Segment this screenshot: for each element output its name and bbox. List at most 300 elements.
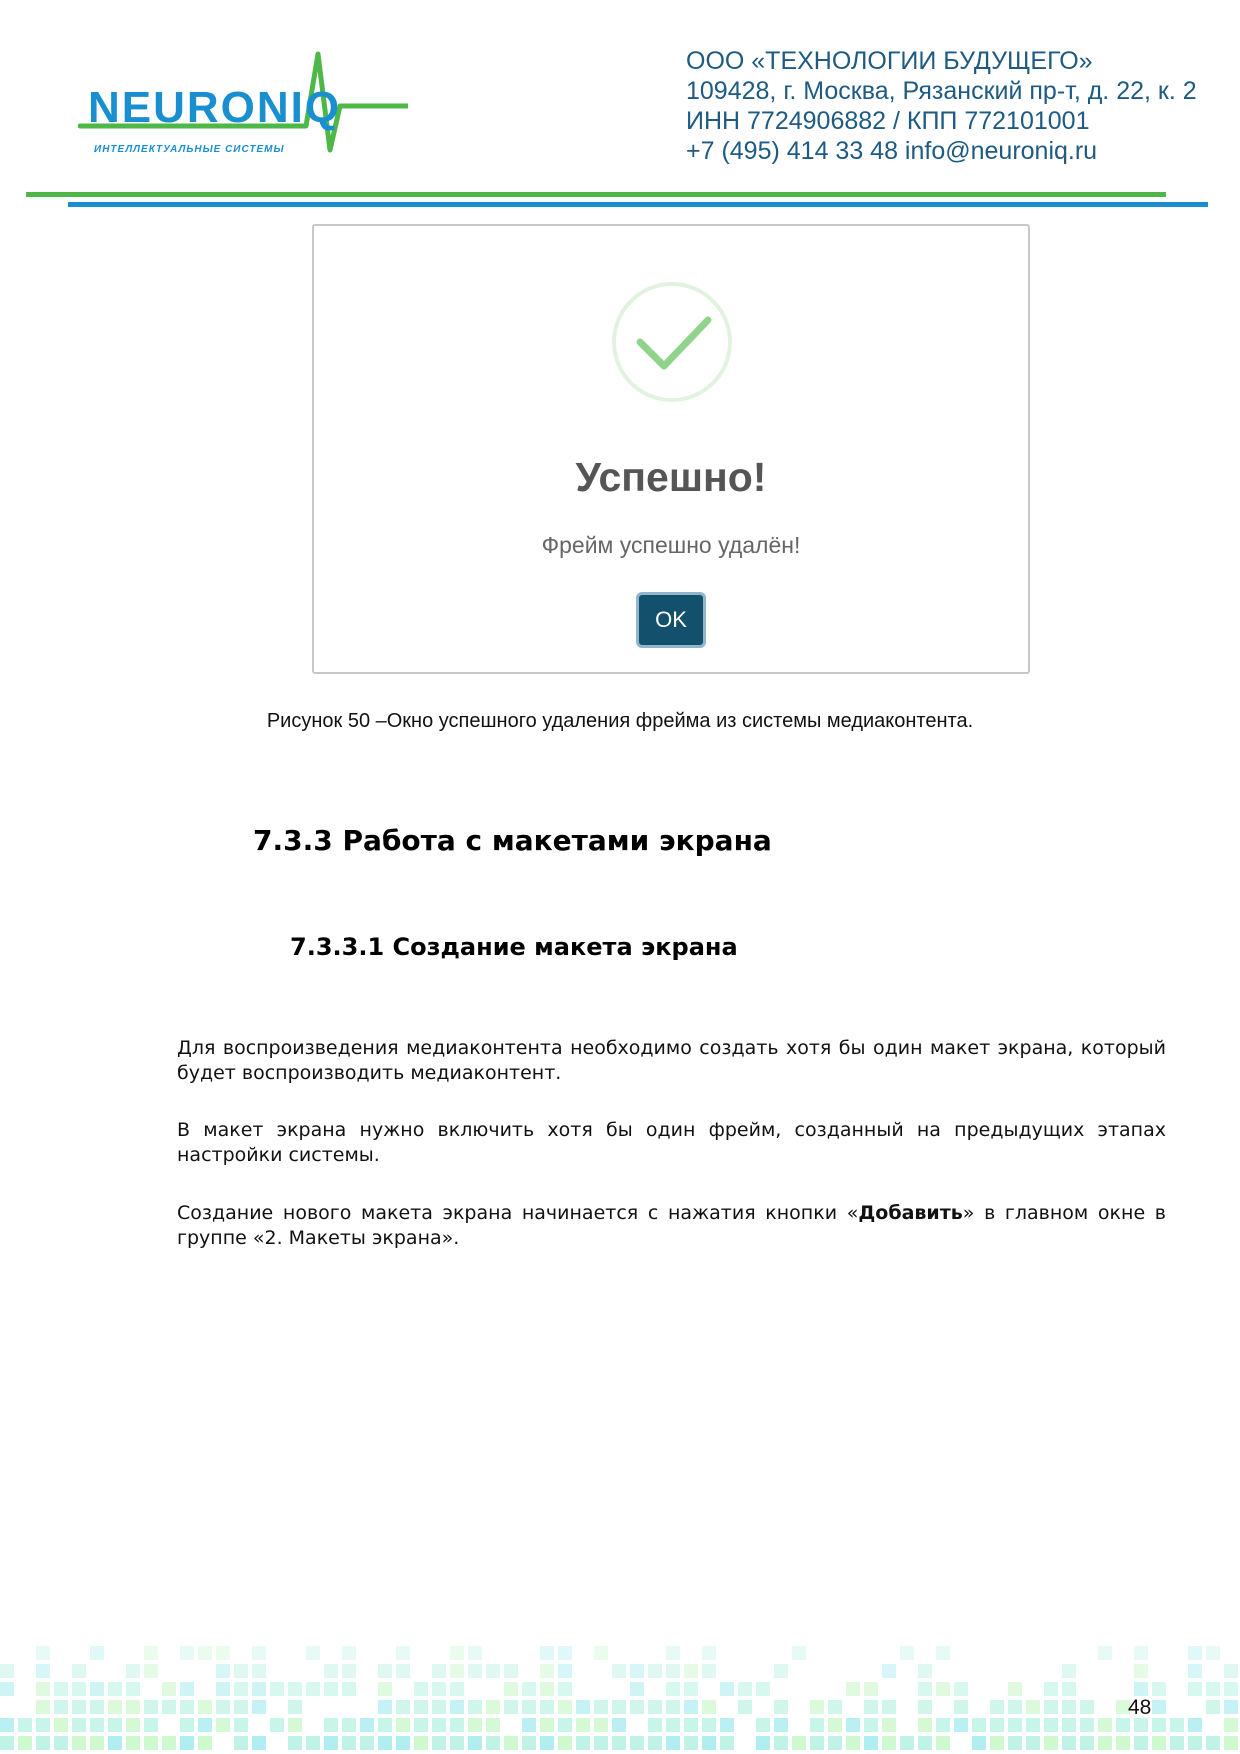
company-name: ООО «ТЕХНОЛОГИИ БУДУЩЕГО» [686, 47, 1093, 75]
footer-pattern-cell [576, 1718, 590, 1732]
footer-pattern-cell [846, 1718, 860, 1732]
footer-pattern-cell [468, 1718, 482, 1732]
company-logo [78, 44, 408, 164]
footer-pattern-cell [990, 1736, 1004, 1750]
footer-pattern-cell [882, 1664, 896, 1678]
footer-pattern-cell [684, 1682, 698, 1696]
footer-pattern-cell [306, 1646, 320, 1660]
footer-pattern-cell [1152, 1736, 1166, 1750]
footer-pattern-cell [1098, 1718, 1112, 1732]
footer-pattern-cell [1224, 1718, 1238, 1732]
footer-pattern-cell [1044, 1736, 1058, 1750]
footer-pattern-cell [432, 1718, 446, 1732]
footer-pattern-cell [1044, 1718, 1058, 1732]
footer-pattern-cell [468, 1736, 482, 1750]
footer-pattern-cell [126, 1718, 140, 1732]
footer-pattern-cell [918, 1736, 932, 1750]
footer-pattern-cell [396, 1700, 410, 1714]
footer-pattern-cell [1206, 1736, 1220, 1750]
footer-pattern-cell [396, 1736, 410, 1750]
footer-pattern-cell [720, 1736, 734, 1750]
footer-pattern-cell [126, 1736, 140, 1750]
footer-pattern-cell [36, 1682, 50, 1696]
footer-pattern-cell [414, 1682, 428, 1696]
footer-pattern-cell [144, 1718, 158, 1732]
footer-pattern-cell [306, 1682, 320, 1696]
footer-pattern-cell [1008, 1718, 1022, 1732]
footer-pattern-cell [540, 1700, 554, 1714]
footer-pattern-cell [1044, 1700, 1058, 1714]
company-inn-kpp: ИНН 7724906882 / КПП 772101001 [686, 107, 1090, 135]
footer-pattern-cell [54, 1700, 68, 1714]
footer-pattern-cell [540, 1718, 554, 1732]
footer-pattern-cell [666, 1718, 680, 1732]
footer-pattern-cell [1044, 1682, 1058, 1696]
footer-pattern-cell [1134, 1736, 1148, 1750]
footer-pattern-cell [342, 1646, 356, 1660]
footer-pattern-cell [666, 1646, 680, 1660]
logo-brand-text: NEURONIQ [88, 83, 342, 132]
footer-pattern-cell [306, 1736, 320, 1750]
footer-pattern-cell [252, 1736, 266, 1750]
dialog-message: Фрейм успешно удалён! [541, 532, 801, 558]
footer-pattern-cell [252, 1646, 266, 1660]
footer-pattern-cell [36, 1718, 50, 1732]
footer-pattern-cell [1062, 1682, 1076, 1696]
footer-pattern-cell [360, 1718, 374, 1732]
footer-pattern-cell [72, 1736, 86, 1750]
footer-pattern-cell [1134, 1682, 1148, 1696]
footer-pattern-cell [648, 1700, 662, 1714]
footer-pattern-cell [684, 1664, 698, 1678]
footer-pattern-cell [936, 1736, 950, 1750]
footer-pattern-cell [1224, 1682, 1238, 1696]
footer-pattern-cell [1080, 1736, 1094, 1750]
footer-pattern-cell [144, 1700, 158, 1714]
footer-pattern-cell [414, 1700, 428, 1714]
footer-pattern-cell [1206, 1700, 1220, 1714]
footer-pattern-cell [342, 1664, 356, 1678]
footer-pattern-cell [486, 1700, 500, 1714]
footer-pattern-cell [108, 1682, 122, 1696]
footer-pattern-cell [198, 1700, 212, 1714]
footer-pattern-cell [1188, 1718, 1202, 1732]
footer-pattern-cell [522, 1682, 536, 1696]
footer-pattern-cell [504, 1682, 518, 1696]
footer-pattern-cell [612, 1700, 626, 1714]
footer-pattern-cell [630, 1664, 644, 1678]
footer-pattern-cell [1134, 1718, 1148, 1732]
footer-pattern-cell [90, 1700, 104, 1714]
footer-pattern-cell [144, 1664, 158, 1678]
footer-decorative-pattern [0, 1610, 1240, 1754]
footer-pattern-cell [630, 1682, 644, 1696]
footer-pattern-cell [936, 1718, 950, 1732]
footer-pattern-cell [1026, 1718, 1040, 1732]
footer-pattern-cell [108, 1736, 122, 1750]
footer-pattern-cell [540, 1646, 554, 1660]
footer-pattern-cell [396, 1718, 410, 1732]
footer-pattern-cell [162, 1682, 176, 1696]
footer-pattern-cell [450, 1646, 464, 1660]
footer-pattern-cell [756, 1718, 770, 1732]
footer-pattern-cell [432, 1664, 446, 1678]
figure-caption: Рисунок 50 –Окно успешного удаления фрейма из системы медиаконтента. [266, 710, 974, 732]
header-divider-blue [68, 202, 1208, 207]
footer-pattern-cell [540, 1736, 554, 1750]
paragraph-1: Для воспроизведения медиаконтента необходимо создать хотя бы один макет экрана, который будет воспроизводить медиаконтент. [177, 1037, 1166, 1084]
footer-pattern-cell [432, 1700, 446, 1714]
footer-pattern-cell [72, 1664, 86, 1678]
footer-pattern-cell [378, 1682, 392, 1696]
footer-pattern-cell [918, 1664, 932, 1678]
footer-pattern-cell [1080, 1718, 1094, 1732]
footer-pattern-cell [756, 1682, 770, 1696]
footer-pattern-cell [864, 1682, 878, 1696]
footer-pattern-cell [216, 1718, 230, 1732]
footer-pattern-cell [72, 1718, 86, 1732]
footer-pattern-cell [828, 1718, 842, 1732]
footer-pattern-cell [864, 1718, 878, 1732]
footer-pattern-cell [1134, 1646, 1148, 1660]
footer-pattern-cell [864, 1736, 878, 1750]
footer-pattern-cell [36, 1736, 50, 1750]
footer-pattern-cell [252, 1700, 266, 1714]
company-details [686, 46, 1197, 166]
footer-pattern-cell [720, 1682, 734, 1696]
footer-pattern-cell [450, 1718, 464, 1732]
footer-pattern-cell [1098, 1646, 1112, 1660]
footer-pattern-cell [144, 1646, 158, 1660]
footer-pattern-cell [90, 1718, 104, 1732]
footer-pattern-cell [612, 1718, 626, 1732]
footer-pattern-cell [540, 1664, 554, 1678]
footer-pattern-cell [54, 1736, 68, 1750]
footer-pattern-cell [144, 1736, 158, 1750]
footer-pattern-cell [828, 1736, 842, 1750]
footer-pattern-cell [558, 1646, 572, 1660]
footer-pattern-cell [234, 1682, 248, 1696]
footer-pattern-cell [522, 1736, 536, 1750]
footer-pattern-cell [810, 1718, 824, 1732]
add-button-reference: Добавить [858, 1202, 963, 1224]
footer-pattern-cell [558, 1718, 572, 1732]
footer-pattern-cell [180, 1736, 194, 1750]
footer-pattern-cell [432, 1736, 446, 1750]
footer-pattern-cell [666, 1736, 680, 1750]
footer-pattern-cell [954, 1718, 968, 1732]
footer-pattern-cell [72, 1700, 86, 1714]
footer-pattern-cell [108, 1718, 122, 1732]
footer-pattern-cell [1062, 1664, 1076, 1678]
footer-pattern-cell [666, 1682, 680, 1696]
footer-pattern-cell [900, 1646, 914, 1660]
footer-pattern-cell [882, 1718, 896, 1732]
footer-pattern-cell [738, 1682, 752, 1696]
footer-pattern-cell [216, 1682, 230, 1696]
footer-pattern-cell [180, 1682, 194, 1696]
footer-pattern-cell [1026, 1736, 1040, 1750]
footer-pattern-cell [324, 1718, 338, 1732]
footer-pattern-cell [774, 1700, 788, 1714]
company-contacts: +7 (495) 414 33 48 info@neuroniq.ru [686, 137, 1098, 165]
footer-pattern-cell [270, 1682, 284, 1696]
footer-pattern-cell [936, 1646, 950, 1660]
footer-pattern-cell [1170, 1736, 1184, 1750]
paragraph-3-start: Создание нового макета экрана начинается с нажатия кнопки « [177, 1202, 859, 1224]
footer-pattern-cell [684, 1718, 698, 1732]
footer-pattern-cell [1206, 1682, 1220, 1696]
footer-pattern-cell [288, 1718, 302, 1732]
footer-pattern-cell [990, 1718, 1004, 1732]
footer-pattern-cell [288, 1736, 302, 1750]
header-divider-green [26, 192, 1166, 197]
footer-pattern-cell [378, 1736, 392, 1750]
footer-pattern-cell [1026, 1700, 1040, 1714]
footer-pattern-cell [630, 1700, 644, 1714]
footer-pattern-cell [234, 1700, 248, 1714]
footer-pattern-cell [486, 1664, 500, 1678]
footer-pattern-cell [378, 1700, 392, 1714]
footer-pattern-cell [972, 1718, 986, 1732]
footer-pattern-cell [918, 1682, 932, 1696]
footer-pattern-cell [1206, 1646, 1220, 1660]
footer-pattern-cell [468, 1700, 482, 1714]
subsection-heading: 7.3.3.1 Создание макета экрана [290, 933, 738, 961]
footer-pattern-cell [342, 1736, 356, 1750]
ok-button[interactable]: OK [636, 592, 706, 648]
footer-pattern-cell [882, 1736, 896, 1750]
footer-pattern-cell [1224, 1736, 1238, 1750]
footer-pattern-cell [846, 1736, 860, 1750]
footer-pattern-cell [702, 1664, 716, 1678]
footer-pattern-cell [1134, 1664, 1148, 1678]
paragraph-3-end: » в главном окне в группе «2. Макеты экрана». [177, 1202, 1166, 1249]
footer-pattern-cell [558, 1700, 572, 1714]
footer-pattern-cell [846, 1682, 860, 1696]
footer-pattern-cell [918, 1700, 932, 1714]
footer-pattern-cell [1188, 1664, 1202, 1678]
footer-pattern-cell [108, 1700, 122, 1714]
footer-pattern-cell [594, 1700, 608, 1714]
footer-pattern-cell [216, 1664, 230, 1678]
footer-pattern-cell [198, 1646, 212, 1660]
footer-pattern-cell [72, 1682, 86, 1696]
footer-pattern-cell [954, 1682, 968, 1696]
footer-pattern-cell [792, 1736, 806, 1750]
footer-pattern-cell [882, 1700, 896, 1714]
footer-pattern-cell [1080, 1700, 1094, 1714]
footer-pattern-cell [36, 1664, 50, 1678]
footer-pattern-cell [774, 1664, 788, 1678]
footer-pattern-cell [396, 1646, 410, 1660]
footer-pattern-cell [450, 1664, 464, 1678]
footer-pattern-cell [1098, 1736, 1112, 1750]
neuroniq-logo-image [78, 44, 408, 164]
footer-pattern-cell [648, 1664, 662, 1678]
footer-pattern-cell [378, 1718, 392, 1732]
footer-pattern-cell [522, 1700, 536, 1714]
footer-pattern-cell [504, 1736, 518, 1750]
footer-pattern-cell [468, 1646, 482, 1660]
footer-pattern-cell [918, 1718, 932, 1732]
footer-pattern-cell [450, 1682, 464, 1696]
footer-pattern-cell [540, 1682, 554, 1696]
footer-pattern-cell [216, 1646, 230, 1660]
footer-pattern-cell [1116, 1736, 1130, 1750]
footer-pattern-cell [1224, 1664, 1238, 1678]
footer-pattern-cell [1188, 1682, 1202, 1696]
footer-pattern-cell [1008, 1700, 1022, 1714]
footer-pattern-cell [414, 1736, 428, 1750]
footer-pattern-cell [180, 1718, 194, 1732]
footer-pattern-cell [720, 1718, 734, 1732]
footer-pattern-cell [828, 1700, 842, 1714]
footer-pattern-cell [774, 1736, 788, 1750]
footer-pattern-cell [558, 1664, 572, 1678]
footer-pattern-cell [252, 1682, 266, 1696]
footer-pattern-cell [270, 1718, 284, 1732]
footer-pattern-cell [1152, 1700, 1166, 1714]
footer-pattern-cell [234, 1736, 248, 1750]
footer-pattern-cell [486, 1718, 500, 1732]
section-heading: 7.3.3 Работа с макетами экрана [253, 824, 772, 857]
footer-pattern-cell [90, 1736, 104, 1750]
footer-pattern-cell [0, 1664, 14, 1678]
footer-pattern-cell [216, 1700, 230, 1714]
footer-pattern-cell [36, 1646, 50, 1660]
footer-pattern-cell [864, 1700, 878, 1714]
footer-pattern-cell [54, 1682, 68, 1696]
footer-pattern-cell [648, 1718, 662, 1732]
footer-pattern-cell [936, 1682, 950, 1696]
footer-pattern-cell [396, 1664, 410, 1678]
footer-pattern-cell [630, 1736, 644, 1750]
footer-pattern-cell [558, 1682, 572, 1696]
footer-pattern-cell [450, 1700, 464, 1714]
footer-pattern-cell [126, 1682, 140, 1696]
footer-pattern-cell [684, 1736, 698, 1750]
logo-tagline: ИНТЕЛЛЕКТУАЛЬНЫЕ СИСТЕМЫ [94, 144, 285, 155]
footer-pattern-cell [558, 1736, 572, 1750]
footer-pattern-cell [594, 1646, 608, 1660]
footer-pattern-cell [504, 1664, 518, 1678]
footer-pattern-cell [162, 1736, 176, 1750]
footer-pattern-cell [666, 1664, 680, 1678]
footer-pattern-cell [1008, 1682, 1022, 1696]
footer-pattern-cell [702, 1736, 716, 1750]
footer-pattern-cell [666, 1700, 680, 1714]
footer-pattern-cell [198, 1718, 212, 1732]
footer-pattern-cell [162, 1700, 176, 1714]
footer-pattern-cell [648, 1736, 662, 1750]
footer-pattern-cell [612, 1736, 626, 1750]
footer-pattern-cell [1062, 1718, 1076, 1732]
footer-pattern-cell [324, 1736, 338, 1750]
footer-pattern-cell [810, 1736, 824, 1750]
footer-pattern-cell [612, 1664, 626, 1678]
footer-pattern-cell [594, 1718, 608, 1732]
footer-pattern-cell [414, 1718, 428, 1732]
footer-pattern-cell [1062, 1700, 1076, 1714]
footer-pattern-cell [1008, 1736, 1022, 1750]
footer-pattern-cell [1152, 1682, 1166, 1696]
footer-pattern-cell [360, 1736, 374, 1750]
footer-pattern-cell [54, 1718, 68, 1732]
footer-pattern-cell [504, 1700, 518, 1714]
footer-pattern-cell [1170, 1718, 1184, 1732]
footer-pattern-cell [792, 1646, 806, 1660]
footer-pattern-cell [288, 1700, 302, 1714]
footer-pattern-cell [252, 1664, 266, 1678]
footer-pattern-cell [126, 1664, 140, 1678]
footer-pattern-cell [1152, 1718, 1166, 1732]
footer-pattern-cell [1188, 1736, 1202, 1750]
footer-pattern-cell [756, 1736, 770, 1750]
footer-pattern-cell [774, 1718, 788, 1732]
footer-pattern-cell [576, 1736, 590, 1750]
footer-pattern-cell [486, 1736, 500, 1750]
footer-pattern-cell [738, 1700, 752, 1714]
dialog-title: Успешно! [575, 454, 767, 500]
footer-pattern-cell [90, 1682, 104, 1696]
success-dialog [312, 224, 1030, 674]
footer-pattern-cell [234, 1718, 248, 1732]
footer-pattern-cell [702, 1646, 716, 1660]
footer-pattern-cell [522, 1718, 536, 1732]
footer-pattern-cell [1224, 1700, 1238, 1714]
footer-pattern-cell [324, 1664, 338, 1678]
footer-pattern-cell [972, 1736, 986, 1750]
footer-pattern-cell [18, 1736, 32, 1750]
footer-pattern-cell [0, 1718, 14, 1732]
footer-pattern-cell [432, 1682, 446, 1696]
footer-pattern-cell [288, 1682, 302, 1696]
footer-pattern-cell [468, 1664, 482, 1678]
footer-pattern-cell [1062, 1736, 1076, 1750]
footer-pattern-cell [126, 1700, 140, 1714]
footer-pattern-cell [594, 1736, 608, 1750]
footer-pattern-cell [576, 1700, 590, 1714]
footer-pattern-cell [198, 1736, 212, 1750]
footer-pattern-cell [990, 1700, 1004, 1714]
footer-pattern-cell [1116, 1718, 1130, 1732]
footer-pattern-cell [36, 1700, 50, 1714]
footer-pattern-cell [342, 1682, 356, 1696]
footer-pattern-cell [180, 1646, 194, 1660]
footer-pattern-cell [0, 1682, 14, 1696]
page-number: 48 [1128, 1696, 1152, 1719]
company-address: 109428, г. Москва, Рязанский пр-т, д. 22, к. 2 [686, 77, 1197, 105]
footer-pattern-cell [684, 1700, 698, 1714]
paragraph-3 [177, 1201, 1166, 1251]
footer-pattern-cell [18, 1718, 32, 1732]
footer-pattern-cell [900, 1736, 914, 1750]
paragraph-2: В макет экрана нужно включить хотя бы один фрейм, созданный на предыдущих этапах настройки системы. [177, 1119, 1166, 1166]
success-check-icon [610, 280, 734, 404]
footer-pattern-cell [1188, 1646, 1202, 1660]
footer-pattern-cell [378, 1664, 392, 1678]
footer-pattern-cell [0, 1736, 14, 1750]
footer-pattern-cell [954, 1700, 968, 1714]
footer-pattern-cell [180, 1700, 194, 1714]
footer-pattern-cell [450, 1736, 464, 1750]
footer-pattern-cell [234, 1664, 248, 1678]
footer-pattern-cell [702, 1700, 716, 1714]
footer-pattern-cell [810, 1700, 824, 1714]
footer-pattern-cell [342, 1718, 356, 1732]
footer-pattern-cell [90, 1646, 104, 1660]
